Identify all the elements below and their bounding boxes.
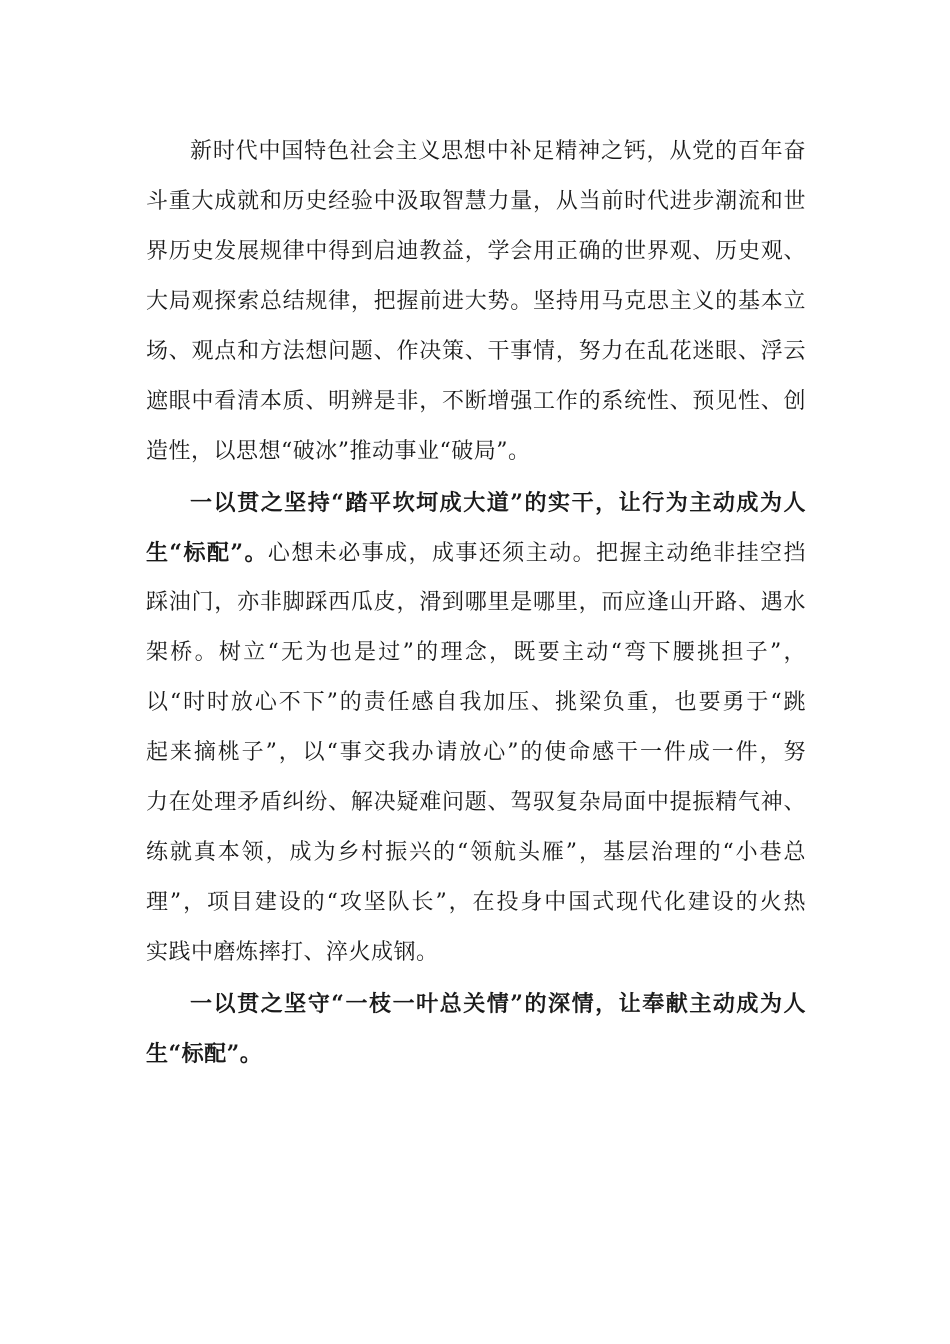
paragraph-2-line-6: 起来摘桃子”，以“事交我办请放心”的使命感干一件成一件，努 — [146, 740, 806, 765]
paragraph-1-line-6: 遮眼中看清本质、明辨是非，不断增强工作的系统性、预见性、创 — [146, 389, 806, 414]
paragraph-2-line-9: 理”，项目建设的“攻坚队长”，在投身中国式现代化建设的火热 — [146, 890, 806, 915]
paragraph-2-line-3: 踩油门，亦非脚踩西瓜皮，滑到哪里是哪里，而应逢山开路、遇水 — [146, 590, 806, 615]
paragraph-1-line-4: 大局观探索总结规律，把握前进大势。坚持用马克思主义的基本立 — [146, 289, 806, 314]
paragraph-1-line-5: 场、观点和方法想问题、作决策、干事情，努力在乱花迷眼、浮云 — [146, 339, 806, 364]
paragraph-2-line-5: 以“时时放心不下”的责任感自我加压、挑梁负重，也要勇于“跳 — [146, 690, 806, 715]
paragraph-2-line-10: 实践中磨炼摔打、淬火成钢。 — [146, 940, 439, 965]
paragraph-2-line-4: 架桥。树立“无为也是过”的理念，既要主动“弯下腰挑担子”， — [146, 640, 806, 665]
paragraph-2-line-8: 练就真本领，成为乡村振兴的“领航头雁”，基层治理的“小巷总 — [146, 840, 806, 865]
paragraph-1-line-2: 斗重大成就和历史经验中汲取智慧力量，从当前时代进步潮流和世 — [146, 189, 806, 214]
paragraph-3-heading-line: 一以贯之坚守“一枝一叶总关情”的深情，让奉献主动成为人 — [190, 991, 806, 1017]
paragraph-2-line-7: 力在处理矛盾纠纷、解决疑难问题、驾驭复杂局面中提振精气神、 — [146, 790, 806, 815]
paragraph-2-heading-line: 一以贯之坚持“踏平坎坷成大道”的实干，让行为主动成为人 — [190, 490, 806, 516]
paragraph-1-line-3: 界历史发展规律中得到启迪教益，学会用正确的世界观、历史观、 — [146, 239, 806, 264]
paragraph-2-line-2 — [146, 533, 806, 573]
paragraph-1-line-7: 造性，以思想“破冰”推动事业“破局”。 — [146, 439, 531, 464]
paragraph-3-heading-tail: 生“标配”。 — [146, 1041, 263, 1067]
paragraph-2-first-line-rest: 心想未必事成，成事还须主动。把握主动绝非挂空挡 — [267, 541, 806, 566]
paragraph-2-heading-tail: 生“标配”。 — [146, 540, 268, 566]
paragraph-1-line-1: 新时代中国特色社会主义思想中补足精神之钙，从党的百年奋 — [190, 139, 806, 164]
